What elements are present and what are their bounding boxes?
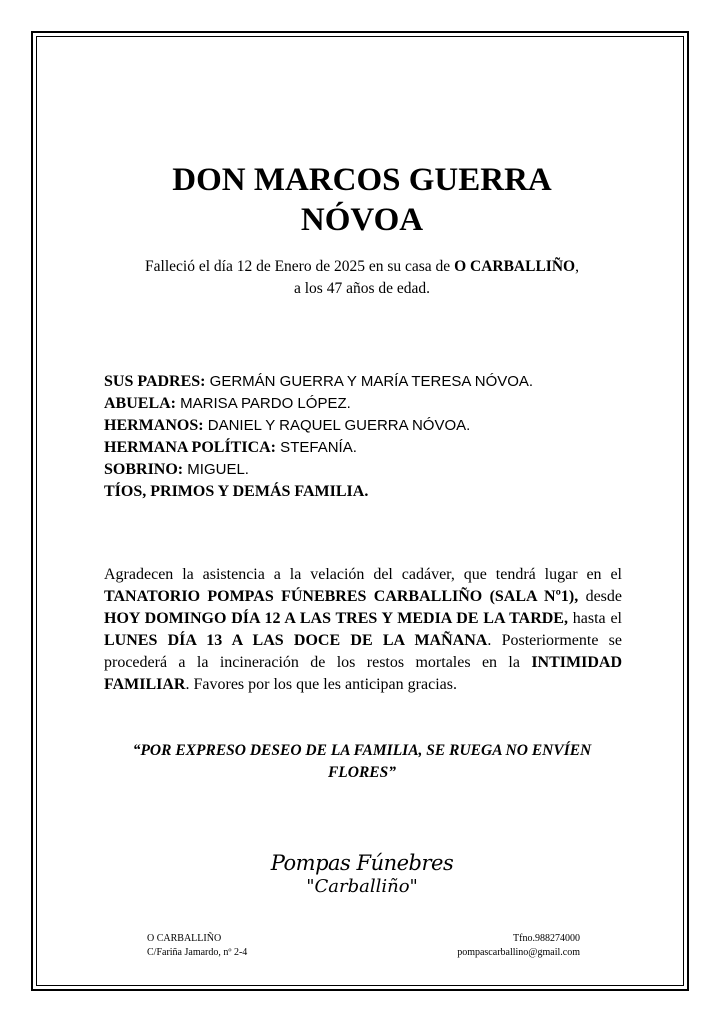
- family-parents-value: GERMÁN GUERRA Y MARÍA TERESA NÓVOA.: [205, 373, 534, 390]
- family-sister-in-law-value: STEFANÍA.: [276, 439, 357, 456]
- family-siblings-label: HERMANOS:: [104, 417, 204, 434]
- deceased-name-line1: DON MARCOS GUERRA: [172, 162, 552, 198]
- family-siblings: [104, 415, 622, 437]
- ceremony-text-1: Agradecen la asistencia a la velación del cadáver, que tendrá lugar en el: [104, 566, 622, 583]
- ceremony-end: LUNES DÍA 13 A LAS DOCE DE LA MAÑANA: [104, 632, 488, 649]
- family-others-text: TÍOS, PRIMOS Y DEMÁS FAMILIA.: [104, 483, 369, 500]
- footer-city: O CARBALLIÑO: [147, 933, 222, 944]
- family-parents-label: SUS PADRES:: [104, 373, 206, 390]
- footer-email: pompascarballino@gmail.com: [457, 947, 580, 958]
- family-siblings-value: DANIEL Y RAQUEL GUERRA NÓVOA.: [203, 417, 471, 434]
- death-place: O CARBALLIÑO: [454, 258, 576, 275]
- family-list: [104, 371, 622, 503]
- ceremony-start: HOY DOMINGO DÍA 12 A LAS TRES Y MEDIA DE LA TARDE,: [104, 610, 568, 627]
- death-announcement: [100, 256, 624, 300]
- flowers-request: [110, 740, 614, 784]
- ceremony-text-4: . Posteriormente se procederá a la incineración de los restos mortales en la: [104, 632, 623, 671]
- family-nephew-value: MIGUEL.: [183, 461, 249, 478]
- ceremony-text-5: . Favores por los que les anticipan gracias.: [185, 676, 457, 693]
- ceremony-paragraph: [104, 564, 622, 696]
- logo-line1: Pompas Fúnebres: [270, 851, 454, 875]
- footer-address-block: [147, 932, 247, 960]
- family-sister-in-law: [104, 437, 622, 459]
- flowers-request-line2: FLORES”: [327, 764, 397, 781]
- funeral-home-logo: [262, 850, 462, 898]
- family-sister-in-law-label: HERMANA POLÍTICA:: [104, 439, 277, 456]
- deceased-name-line2: NÓVOA: [300, 202, 424, 238]
- ceremony-text-2: desde: [578, 588, 622, 605]
- footer-phone: Tfno.988274000: [513, 933, 580, 944]
- family-grandmother: [104, 393, 622, 415]
- family-nephew: [104, 459, 622, 481]
- flowers-request-line1: “POR EXPRESO DESEO DE LA FAMILIA, SE RUEGA NO ENVÍEN: [132, 742, 592, 759]
- age-text: a los 47 años de edad.: [293, 280, 431, 297]
- logo-line2: "Carballiño": [306, 876, 418, 897]
- death-date-punct: ,: [575, 258, 579, 275]
- footer-contact-block: [457, 932, 580, 960]
- ceremony-privacy: INTIMIDAD FAMILIAR: [104, 654, 622, 693]
- ceremony-text-3: hasta el: [567, 610, 623, 627]
- family-grandmother-value: MARISA PARDO LÓPEZ.: [176, 395, 351, 412]
- family-parents: [104, 371, 622, 393]
- footer-address: C/Fariña Jamardo, nº 2-4: [147, 947, 248, 958]
- deceased-name: [100, 160, 624, 240]
- family-others: [104, 481, 622, 503]
- death-date-text: Falleció el día 12 de Enero de 2025 en su casa de: [145, 258, 455, 275]
- family-grandmother-label: ABUELA:: [104, 395, 177, 412]
- ceremony-venue: TANATORIO POMPAS FÚNEBRES CARBALLIÑO (SALA Nº1),: [104, 588, 579, 605]
- family-nephew-label: SOBRINO:: [104, 461, 184, 478]
